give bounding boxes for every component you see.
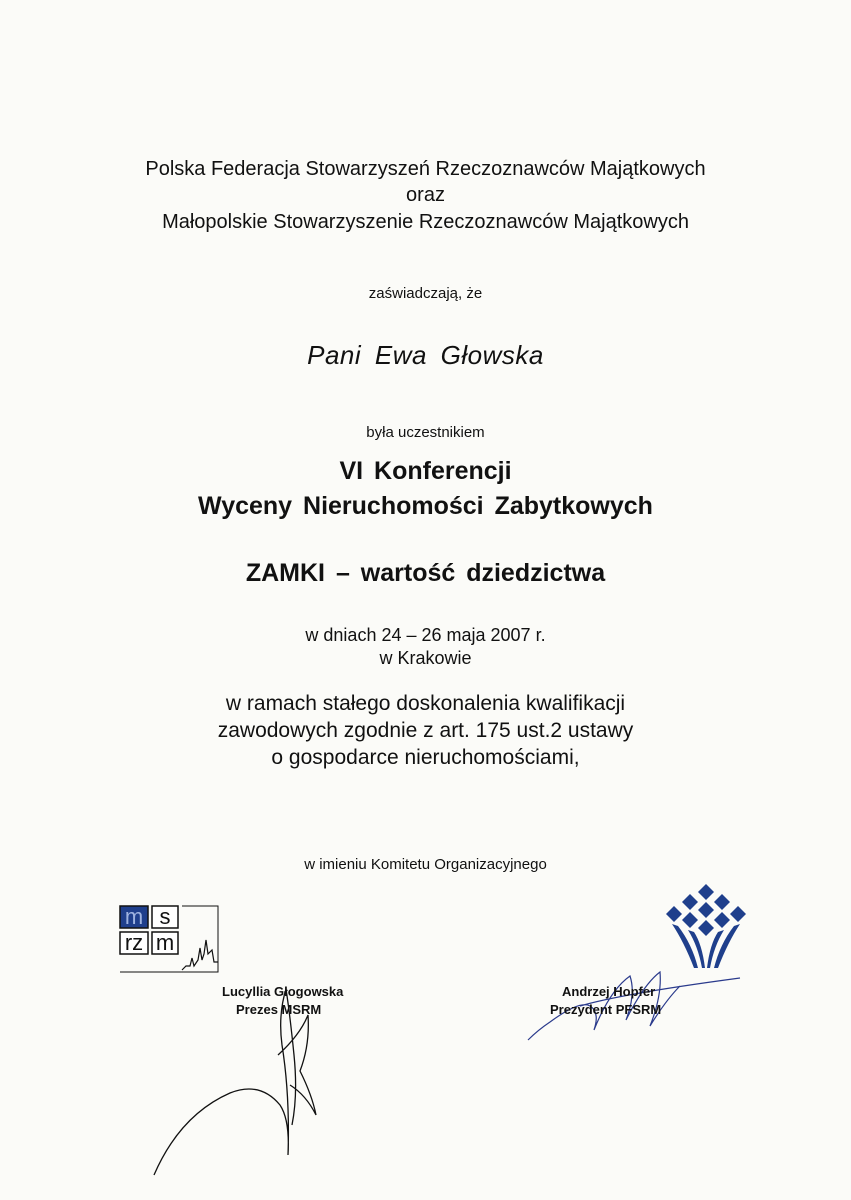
conference-title-2: Wyceny Nieruchomości Zabytkowych bbox=[198, 492, 653, 520]
conference-dates: w dniach 24 – 26 maja 2007 r. bbox=[305, 625, 546, 645]
certify-text: zaświadczają, że bbox=[368, 285, 483, 302]
signatory-1-title: Prezes MSRM bbox=[236, 1002, 322, 1017]
pfsrm-logo bbox=[664, 882, 748, 972]
msrm-logo-cell-s: s bbox=[159, 904, 171, 929]
conference-subtitle: ZAMKI – wartość dziedzictwa bbox=[245, 559, 606, 587]
msrm-logo-cell-m2: m bbox=[155, 930, 175, 955]
conference-location: w Krakowie bbox=[379, 648, 472, 668]
conjunction-text: oraz bbox=[406, 184, 445, 206]
organization-1: Polska Federacja Stowarzyszeń Rzeczoznawców Majątkowych bbox=[145, 158, 706, 180]
castle-silhouette bbox=[182, 940, 218, 970]
legal-basis-3: o gospodarce nieruchomościami, bbox=[271, 746, 580, 769]
legal-basis-1: w ramach stałego doskonalenia kwalifikacji bbox=[225, 692, 626, 715]
signatory-1-name: Lucyllia Głogowska bbox=[222, 984, 344, 999]
msrm-logo-cell-m: m bbox=[124, 904, 144, 929]
recipient-name: Pani Ewa Głowska bbox=[307, 340, 544, 370]
signatory-2-name: Andrzej Hopfer bbox=[562, 984, 656, 999]
msrm-logo bbox=[118, 900, 228, 986]
organization-2: Małopolskie Stowarzyszenie Rzeczoznawców Majątkowych bbox=[162, 211, 689, 233]
committee-text: w imieniu Komitetu Organizacyjnego bbox=[304, 856, 547, 873]
signatory-2-title: Prezydent PFSRM bbox=[550, 1002, 662, 1017]
participant-text: była uczestnikiem bbox=[366, 424, 485, 441]
legal-basis-2: zawodowych zgodnie z art. 175 ust.2 ustawy bbox=[217, 719, 634, 742]
conference-title-1: VI Konferencji bbox=[339, 457, 512, 485]
msrm-logo-cell-rz: rz bbox=[124, 930, 144, 955]
